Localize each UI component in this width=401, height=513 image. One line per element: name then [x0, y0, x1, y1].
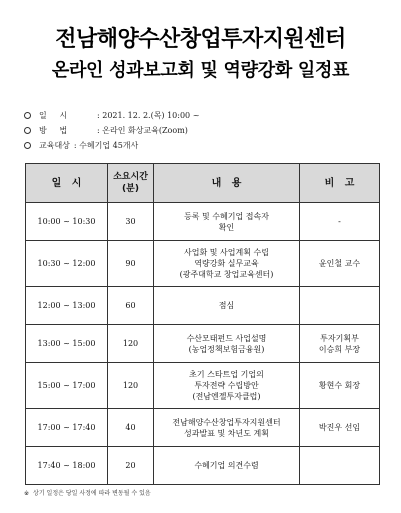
cell-content: 전남해양수산창업투자지원센터 성과발표 및 차년도 계획: [154, 409, 300, 447]
cell-content: 수혜기업 의견수렴: [154, 447, 300, 485]
cell-time: 12:00 ~ 13:00: [26, 287, 108, 325]
cell-note: 황현수 회장: [300, 363, 380, 409]
cell-content: 점심: [154, 287, 300, 325]
cell-duration: 90: [108, 241, 154, 287]
info-target-label: 교육대상: [39, 141, 70, 150]
table-row: [26, 287, 380, 325]
cell-note: -: [300, 203, 380, 241]
circle-bullet-icon: [24, 142, 31, 149]
document-title: 전남해양수산창업투자지원센터: [55, 27, 346, 52]
info-date-label: 일 시: [39, 111, 68, 120]
cell-content: 수산모태펀드 사업설명 (농업정책보험금융원): [154, 325, 300, 363]
cell-time: 17:00 ~ 17:40: [26, 409, 108, 447]
circle-bullet-icon: [24, 112, 31, 119]
info-method-label: 방 법: [39, 126, 68, 135]
cell-duration: 120: [108, 363, 154, 409]
info-method-value: : 온라인 화상교육(Zoom): [97, 126, 188, 135]
cell-time: 13:00 ~ 15:00: [26, 325, 108, 363]
header-duration: 소요시간 (분): [108, 164, 154, 203]
cell-note: 박진우 선임: [300, 409, 380, 447]
cell-time: 10:00 ~ 10:30: [26, 203, 108, 241]
info-date: [24, 110, 199, 121]
table-row: [26, 241, 380, 287]
cell-content: 사업화 및 사업계획 수립 역량강화 실무교육 (광주대학교 창업교육센터): [154, 241, 300, 287]
cell-duration: 40: [108, 409, 154, 447]
table-header-row: [26, 164, 380, 203]
footnote: [24, 488, 151, 497]
schedule-table: [25, 163, 380, 485]
cell-duration: 120: [108, 325, 154, 363]
cell-time: 15:00 ~ 17:00: [26, 363, 108, 409]
cell-note: [300, 447, 380, 485]
cell-time: 10:30 ~ 12:00: [26, 241, 108, 287]
document-subtitle: 온라인 성과보고회 및 역량강화 일정표: [51, 60, 350, 81]
table-row: [26, 447, 380, 485]
table-row: [26, 363, 380, 409]
table-row: [26, 325, 380, 363]
cell-duration: 20: [108, 447, 154, 485]
info-target-value: : 수혜기업 45개사: [73, 141, 139, 150]
cell-time: 17:40 ~ 18:00: [26, 447, 108, 485]
header-time: 일 시: [26, 164, 108, 203]
info-method: [24, 125, 188, 136]
cell-duration: 60: [108, 287, 154, 325]
table-row: [26, 409, 380, 447]
header-content: 내 용: [154, 164, 300, 203]
cell-note: 투자기획부 이승희 부장: [300, 325, 380, 363]
footnote-text: 상기 일정은 당일 사정에 따라 변동될 수 있음: [33, 490, 151, 497]
cell-note: 윤인철 교수: [300, 241, 380, 287]
info-target: [24, 140, 138, 151]
cell-duration: 30: [108, 203, 154, 241]
table-row: [26, 203, 380, 241]
cell-content: 초기 스타트업 기업의 투자전략 수립방안 (전남엔젤투자클럽): [154, 363, 300, 409]
cell-note: [300, 287, 380, 325]
circle-bullet-icon: [24, 127, 31, 134]
footnote-mark: ※: [24, 490, 30, 497]
cell-content: 등록 및 수혜기업 접속자 확인: [154, 203, 300, 241]
info-date-value: : 2021. 12. 2.(목) 10:00 ~: [97, 111, 200, 120]
header-note: 비 고: [300, 164, 380, 203]
